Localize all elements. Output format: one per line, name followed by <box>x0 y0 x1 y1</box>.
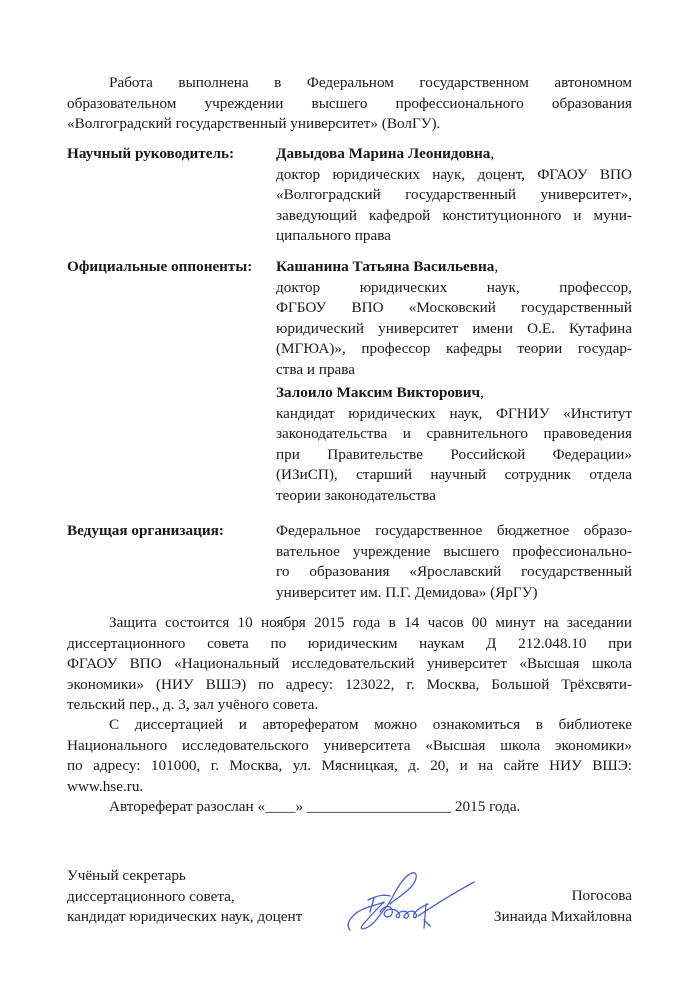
text-line: «Волгоградский государственный университет» (ВолГУ). <box>67 115 441 132</box>
text-line: Автореферат разослан «____» ___________________ 2015 года. <box>109 798 521 815</box>
text-line: го образования «Ярославский государственный <box>276 563 632 580</box>
opponent-1-name: Кашанина Татьяна Васильевна <box>276 258 495 275</box>
text-line: кандидат юридических наук, доцент <box>67 908 303 925</box>
defense-paragraph <box>67 613 632 716</box>
opponent-1-block: Кашанина Татьяна Васильевна, доктор юридических наук, профессор, ФГБОУ ВПО «Московский государственный юридический университет имени О.Е. Кутафина (МГЮА)», профессор кафедры теории государ- ства и права <box>276 257 632 380</box>
text-line: Зинаида Михайловна <box>493 907 632 925</box>
text-line: доктор юридических наук, доцент, ФГАОУ ВПО <box>276 165 632 183</box>
supervisor-name: Давыдова Марина Леонидовна <box>276 145 491 162</box>
text-line: С диссертацией и авторефератом можно ознакомиться в библиотеке <box>109 716 632 733</box>
text-line: диссертационного совета по юридическим наукам Д 212.048.10 при <box>67 634 632 652</box>
text-line: образовательном учреждении высшего профессионального образования <box>67 94 632 112</box>
text-line: тельский пер., д. 3, зал учёного совета. <box>67 696 319 713</box>
text-line: «Волгоградский государственный университет», <box>276 186 632 203</box>
library-paragraph <box>67 715 632 797</box>
text-line: доктор юридических наук, профессор, <box>276 278 632 296</box>
text-line: ФГБОУ ВПО «Московский государственный <box>276 299 632 316</box>
leading-org-label: Ведущая организация: <box>67 522 224 539</box>
text-line: экономики» (НИУ ВШЭ) по адресу: 123022, г. Москва, Большой Трёхсвяти- <box>67 675 632 693</box>
text-line: законодательства и сравнительного правоведения <box>276 425 632 442</box>
text-line: юридический университет имени О.Е. Кутафина <box>276 319 632 337</box>
supervisor-label: Научный руководитель: <box>67 145 235 162</box>
text-line: Федеральное государственное бюджетное образо- <box>276 522 632 539</box>
text-line: университет им. П.Г. Демидова» (ЯрГУ) <box>276 583 538 601</box>
secretary-name <box>494 886 632 927</box>
text-line: вательное учреждение высшего профессионально- <box>276 542 632 560</box>
text-line: ства и права <box>276 360 355 378</box>
text-line: ципального права <box>276 227 391 244</box>
opponent-2-name: Залоило Максим Викторович <box>276 384 481 401</box>
intro-paragraph <box>67 73 632 135</box>
text-line: Учёный секретарь <box>67 867 186 884</box>
link-hse[interactable]: www.hse.ru. <box>67 777 144 795</box>
secretary-title <box>67 866 302 928</box>
signature-stroke <box>348 873 416 930</box>
text-line: заведующий кафедрой конституционного и муни- <box>276 206 632 224</box>
leading-org-block <box>276 521 632 603</box>
distributed-line <box>67 797 632 818</box>
text-line: диссертационного совета, <box>67 887 235 905</box>
supervisor-block: Давыдова Марина Леонидовна, доктор юридических наук, доцент, ФГАОУ ВПО «Волгоградский государственный университет», заведующий кафедрой конституционного и муни- ципального права <box>276 144 632 247</box>
text-line: теории законодательства <box>276 486 436 504</box>
text-line: Погосова <box>571 887 632 904</box>
signature-stroke <box>418 882 474 928</box>
text-line: Защита состоится 10 ноября 2015 года в 14 часов 00 минут на заседании <box>109 614 632 631</box>
text-line: ФГАОУ ВПО «Национальный исследовательский университет «Высшая школа <box>67 655 632 672</box>
handwritten-signature <box>340 868 480 940</box>
text-line: Работа выполнена в Федеральном государственном автономном <box>109 74 632 91</box>
text-line: при Правительстве Российской Федерации» <box>276 445 632 463</box>
text-line: кандидат юридических наук, ФГНИУ «Институт <box>276 404 632 422</box>
opponent-2-block: Залоило Максим Викторович, кандидат юридических наук, ФГНИУ «Институт законодательства и сравнительного правоведения при Правительстве Российской Федерации» (ИЗиСП), старший научный сотрудник отдела теории законодательства <box>276 383 632 506</box>
text-line: Национального исследовательского университета «Высшая школа экономики» <box>67 736 632 754</box>
text-line: по адресу: 101000, г. Москва, ул. Мясницкая, д. 20, и на сайте НИУ ВШЭ: <box>67 757 632 774</box>
opponents-label: Официальные оппоненты: <box>67 258 253 275</box>
text-line: (МГЮА)», профессор кафедры теории государ- <box>276 340 632 357</box>
text-line: (ИЗиСП), старший научный сотрудник отдела <box>276 466 632 483</box>
